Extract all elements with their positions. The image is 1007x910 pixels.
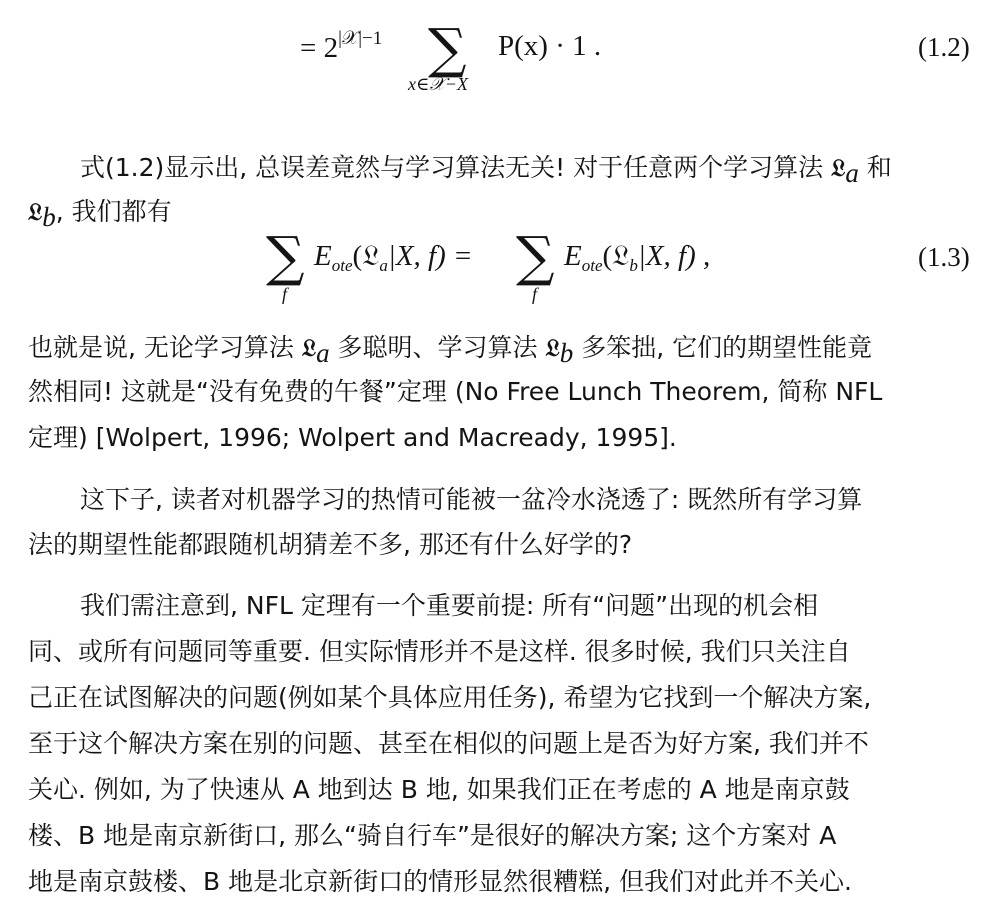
eq12-exponent: |𝒳|−1	[338, 28, 383, 49]
para3-line2: 法的期望性能都跟随机胡猜差不多, 那还有什么好学的?	[28, 530, 633, 559]
para4-line1: 我们需注意到, NFL 定理有一个重要前提: 所有“问题”出现的机会相	[80, 591, 819, 620]
learner-a-symbol: 𝔏	[301, 333, 317, 362]
para3-line1: 这下子, 读者对机器学习的热情可能被一盆冷水浇透了: 既然所有学习算	[80, 485, 863, 514]
para1-line1	[80, 150, 1007, 191]
para4-line2: 同、或所有问题同等重要. 但实际情形并不是这样. 很多时候, 我们只关注自	[28, 637, 851, 666]
para1-line2-text: , 我们都有	[55, 197, 172, 226]
para4-line4: 至于这个解决方案在别的问题、甚至在相似的问题上是否为好方案, 我们并不	[28, 729, 869, 758]
eq12-prefix: = 2	[300, 32, 339, 64]
eq12-sum-under: x∈𝒳−X	[408, 74, 468, 94]
learner-a-sub: a	[845, 158, 859, 188]
eq13-number: (1.3)	[918, 242, 970, 272]
para4-line5: 关心. 例如, 为了快速从 A 地到达 B 地, 如果我们正在考虑的 A 地是南京鼓	[28, 775, 850, 804]
para2-line1: 也就是说, 无论学习算法 𝔏a 多聪明、学习算法 𝔏b 多笨拙, 它们的期望性能竟	[28, 333, 873, 368]
eq13-left: $E_{ote}(𝔏_a|X$, f) =	[314, 240, 473, 275]
para1-line2	[28, 194, 983, 235]
para4-line6: 楼、B 地是南京新街口, 那么“骑自行车”是很好的解决方案; 这个方案对 A	[28, 821, 837, 850]
para1-line1-text: 式(1.2)显示出, 总误差竟然与学习算法无关! 对于任意两个学习算法	[80, 153, 824, 182]
para1-line1-end: 和	[866, 153, 892, 182]
eq13-sum-sign-left: ∑	[266, 225, 305, 288]
para2-line2: 然相同! 这就是“没有免费的午餐”定理 (No Free Lunch Theorem, 简称 NFL	[28, 377, 883, 406]
eq13-sum-sign-right: ∑	[516, 225, 555, 288]
learner-b-symbol: 𝔏	[28, 197, 43, 226]
para2-line3: 定理) [Wolpert, 1996; Wolpert and Macready, 1995].	[28, 423, 677, 452]
para4-line3: 己正在试图解决的问题(例如某个具体应用任务), 希望为它找到一个解决方案,	[28, 683, 872, 712]
eq13-sum-under-right: f	[532, 284, 538, 304]
eq12-sum-sign: ∑	[428, 17, 467, 80]
para4-line7: 地是南京鼓楼、B 地是北京新街口的情形显然很糟糕, 但我们对此并不关心.	[28, 867, 852, 896]
eq13-right: $E_{ote}(𝔏_b|X$, f) ,	[564, 240, 711, 275]
learner-b-symbol: 𝔏	[545, 333, 560, 362]
learner-a-symbol: 𝔏	[831, 153, 846, 182]
eq12-number: (1.2)	[918, 32, 970, 62]
eq13-sum-under-left: f	[282, 284, 288, 304]
learner-b-sub: b	[42, 202, 56, 232]
eq12-body: P(x) · 1 .	[498, 30, 602, 62]
